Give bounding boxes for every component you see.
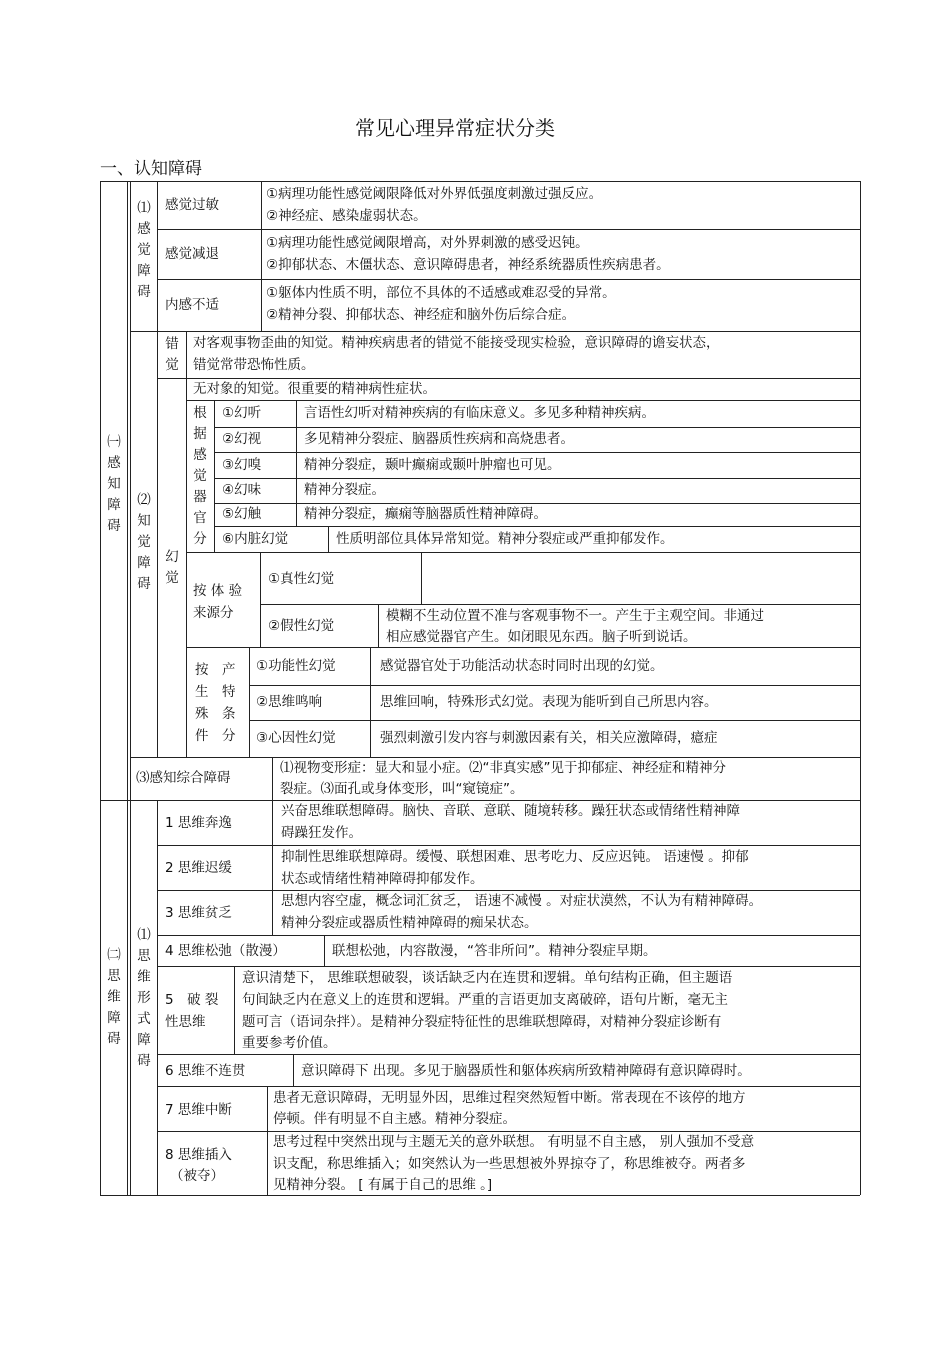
pseudo-hallucination-desc: 相应感觉器官产生。如闭眼见东西。脑子听到说话。 <box>386 629 697 645</box>
table-rule <box>267 1086 268 1195</box>
sensation-label: ⑴感觉障碍 <box>137 200 151 300</box>
comprehensive-desc: 裂症。⑶面孔或身体变形，叫“窥镜症”。 <box>280 781 524 797</box>
thinking-disorder-desc: 意识障碍下 出现。多见于脑器质性和躯体疾病所致精神障碍有意识障碍时。 <box>301 1063 751 1079</box>
table-rule <box>130 181 131 1195</box>
hallucination-type-desc: 精神分裂症，癫痫等脑器质性精神障碍。 <box>304 506 547 522</box>
table-rule <box>296 400 297 526</box>
thinking-disorder-desc: 停顿。伴有明显不自主感。精神分裂症。 <box>273 1111 516 1127</box>
condition-type-desc: 强烈刺激引发内容与刺激因素有关，相关应激障碍，癔症 <box>380 730 718 746</box>
table-rule <box>186 400 860 401</box>
thinking-disorder-desc: 句间缺乏内在意义上的连贯和逻辑。严重的言语更加支离破碎，语句片断，毫无主 <box>242 992 728 1008</box>
condition-type-desc: 感觉器官处于功能活动状态时同时出现的幻觉。 <box>380 658 664 674</box>
thinking-disorder-name: （被夺） <box>170 1168 224 1184</box>
sensation-name: 感觉减退 <box>165 246 219 262</box>
by-condition-label: 殊 条 <box>195 706 236 722</box>
hallucination-type-desc: 言语性幻听对精神疾病的有临床意义。多见多种精神疾病。 <box>304 405 655 421</box>
by-experience-label: 来源分 <box>193 605 234 621</box>
hallucination-type-desc: 精神分裂症，颞叶癫痫或颞叶肿瘤也可见。 <box>304 457 561 473</box>
hallucination-def: 无对象的知觉。很重要的精神病性症状。 <box>193 381 436 397</box>
table-rule <box>370 647 371 757</box>
by-condition-label: 件 分 <box>195 728 236 744</box>
table-border-right <box>860 181 861 1195</box>
table-border-left <box>100 181 101 1195</box>
sensation-name: 感觉过敏 <box>165 197 219 213</box>
sensation-desc: ①病理功能性感觉阈限降低对外界低强度刺激过强反应。 <box>266 186 603 202</box>
table-rule <box>293 1054 294 1086</box>
thinking-disorder-name: 5 破 裂 <box>165 992 219 1008</box>
hallucination-label: 幻觉 <box>165 549 179 586</box>
thinking-disorder-name: 1 思维奔逸 <box>165 815 232 831</box>
illusion-desc: 错觉常带恐怖性质。 <box>193 357 315 373</box>
thinking-disorder-name: 性思维 <box>165 1014 206 1030</box>
true-hallucination: ①真性幻觉 <box>268 571 335 587</box>
table-rule <box>186 552 860 553</box>
sensation-desc: ①病理功能性感觉阈限增高，对外界刺激的感受迟钝。 <box>266 235 589 251</box>
table-rule <box>272 757 273 800</box>
hallucination-type-desc: 多见精神分裂症、脑器质性疾病和高烧患者。 <box>304 431 574 447</box>
table-rule <box>157 935 860 936</box>
table-rule <box>324 935 325 966</box>
thinking-section-label: ㈡思维障碍 <box>107 947 121 1047</box>
table-rule <box>421 552 422 604</box>
table-rule <box>249 720 860 721</box>
illusion-label: 错觉 <box>165 336 179 373</box>
hallucination-type: ④幻味 <box>222 482 262 498</box>
page-title: 常见心理异常症状分类 <box>355 116 555 140</box>
thinking-disorder-desc: 状态或情绪性精神障碍抑郁发作。 <box>281 871 484 887</box>
thinking-disorder-desc: 兴奋思维联想障碍。脑快、音联、意联、随境转移。躁狂状态或情绪性精神障 <box>281 803 740 819</box>
condition-type: ①功能性幻觉 <box>256 658 336 674</box>
sensation-desc: ②精神分裂、抑郁状态、神经症和脑外伤后综合症。 <box>266 307 576 323</box>
table-rule <box>157 800 158 1195</box>
table-rule <box>328 526 329 552</box>
table-rule <box>127 181 128 1195</box>
table-rule <box>249 685 860 686</box>
comprehensive-label: ⑶感知综合障碍 <box>136 770 231 786</box>
thinking-disorder-desc: 见精神分裂。 [ 有属于自己的思维 。] <box>273 1177 493 1193</box>
table-rule <box>214 452 860 453</box>
thinking-disorder-name: 8 思维插入 <box>165 1147 232 1163</box>
hallucination-type: ①幻听 <box>222 405 262 421</box>
condition-type: ②思维鸣响 <box>256 694 323 710</box>
pseudo-hallucination: ②假性幻觉 <box>268 618 335 634</box>
thinking-disorder-desc: 患者无意识障碍，无明显外因，思维过程突然短暂中断。常表现在不该停的地方 <box>273 1090 746 1106</box>
perceptual-label: ⑵知觉障碍 <box>137 492 151 592</box>
table-rule <box>157 229 860 230</box>
thinking-disorder-name: 4 思维松弛（散漫） <box>165 943 286 959</box>
condition-type-desc: 思维回响，特殊形式幻觉。表现为能听到自己所思内容。 <box>380 694 718 710</box>
hallucination-type-desc: 性质明部位具体异常知觉。精神分裂症或严重抑郁发作。 <box>336 531 674 547</box>
table-rule <box>214 400 215 552</box>
pseudo-hallucination-desc: 模糊不生动位置不准与客观事物不一。产生于主观空间。非通过 <box>386 608 764 624</box>
hallucination-type-desc: 精神分裂症。 <box>304 482 385 498</box>
thinking-disorder-desc: 联想松弛，内容散漫，“答非所问”。精神分裂症早期。 <box>332 943 657 959</box>
hallucination-type: ②幻视 <box>222 431 262 447</box>
thinking-disorder-desc: 思想内容空虚，概念词汇贫乏， 语速不减慢 。对症状漠然，不认为有精神障碍。 <box>281 893 763 909</box>
table-rule <box>157 331 158 757</box>
thinking-disorder-desc: 识支配，称思维插入；如突然认为一些思想被外界掠夺了，称思维被夺。两者多 <box>273 1156 746 1172</box>
table-rule <box>157 1054 860 1055</box>
thinking-disorder-desc: 意识清楚下， 思维联想破裂，谈话缺乏内在连贯和逻辑。单句结构正确，但主题语 <box>242 970 733 986</box>
thinking-disorder-name: 2 思维迟缓 <box>165 860 232 876</box>
hallucination-type: ③幻嗅 <box>222 457 262 473</box>
table-rule <box>249 647 250 757</box>
thinking-disorder-desc: 题可言（语词杂拌）。是精神分裂症特征性的思维联想障碍，对精神分裂症诊断有 <box>242 1014 722 1030</box>
sensation-name: 内感不适 <box>165 297 219 313</box>
thinking-disorder-desc: 精神分裂症或器质性精神障碍的痴呆状态。 <box>281 915 538 931</box>
table-rule <box>157 279 860 280</box>
table-rule <box>378 604 379 647</box>
table-rule <box>157 181 158 331</box>
sensation-desc: ②神经症、感染虚弱状态。 <box>266 208 427 224</box>
table-rule <box>186 331 187 757</box>
table-rule <box>272 800 273 935</box>
thinking-disorder-desc: 抑制性思维联想障碍。缓慢、联想困难、思考吃力、反应迟钝。 语速慢 。抑郁 <box>281 849 749 865</box>
table-rule <box>214 526 860 527</box>
condition-type: ③心因性幻觉 <box>256 730 336 746</box>
thinking-disorder-name: 6 思维不连贯 <box>165 1063 246 1079</box>
table-rule <box>260 552 261 647</box>
by-experience-label: 按 体 验 <box>193 583 243 599</box>
thinking-disorder-desc: 重要参考价值。 <box>242 1035 337 1051</box>
illusion-desc: 对客观事物歪曲的知觉。精神疾病患者的错觉不能接受现实检验，意识障碍的谵妄状态， <box>193 335 720 351</box>
hallucination-type: ⑥内脏幻觉 <box>222 531 289 547</box>
table-border-top <box>100 181 860 182</box>
thinking-disorder-desc: 思考过程中突然出现与主题无关的意外联想。 有明显不自主感， 别人强加不受意 <box>273 1134 755 1150</box>
table-rule <box>261 181 262 331</box>
hallucination-type: ⑤幻触 <box>222 506 262 522</box>
thinking-disorder-desc: 碍躁狂发作。 <box>281 825 362 841</box>
thinking-disorder-name: 3 思维贫乏 <box>165 905 232 921</box>
table-rule <box>234 966 235 1054</box>
thinking-disorder-name: 7 思维中断 <box>165 1102 232 1118</box>
by-condition-label: 生 特 <box>195 684 236 700</box>
sensation-desc: ①躯体内性质不明，部位不具体的不适感或难忍受的异常。 <box>266 285 616 301</box>
thinking-form-label: ⑴思维形式障碍 <box>137 927 151 1069</box>
by-organ-label: 根据感觉器官分 <box>193 405 207 547</box>
section-heading: 一、认知障碍 <box>100 159 202 179</box>
comprehensive-desc: ⑴视物变形症：显大和显小症。⑵“非真实感”见于抑郁症、神经症和精神分 <box>280 760 726 776</box>
sensation-desc: ②抑郁状态、木僵状态、意识障碍患者，神经系统器质性疾病患者。 <box>266 257 670 273</box>
by-condition-label: 按 产 <box>195 662 236 678</box>
perception-section-label: ㈠感知障碍 <box>107 434 121 534</box>
